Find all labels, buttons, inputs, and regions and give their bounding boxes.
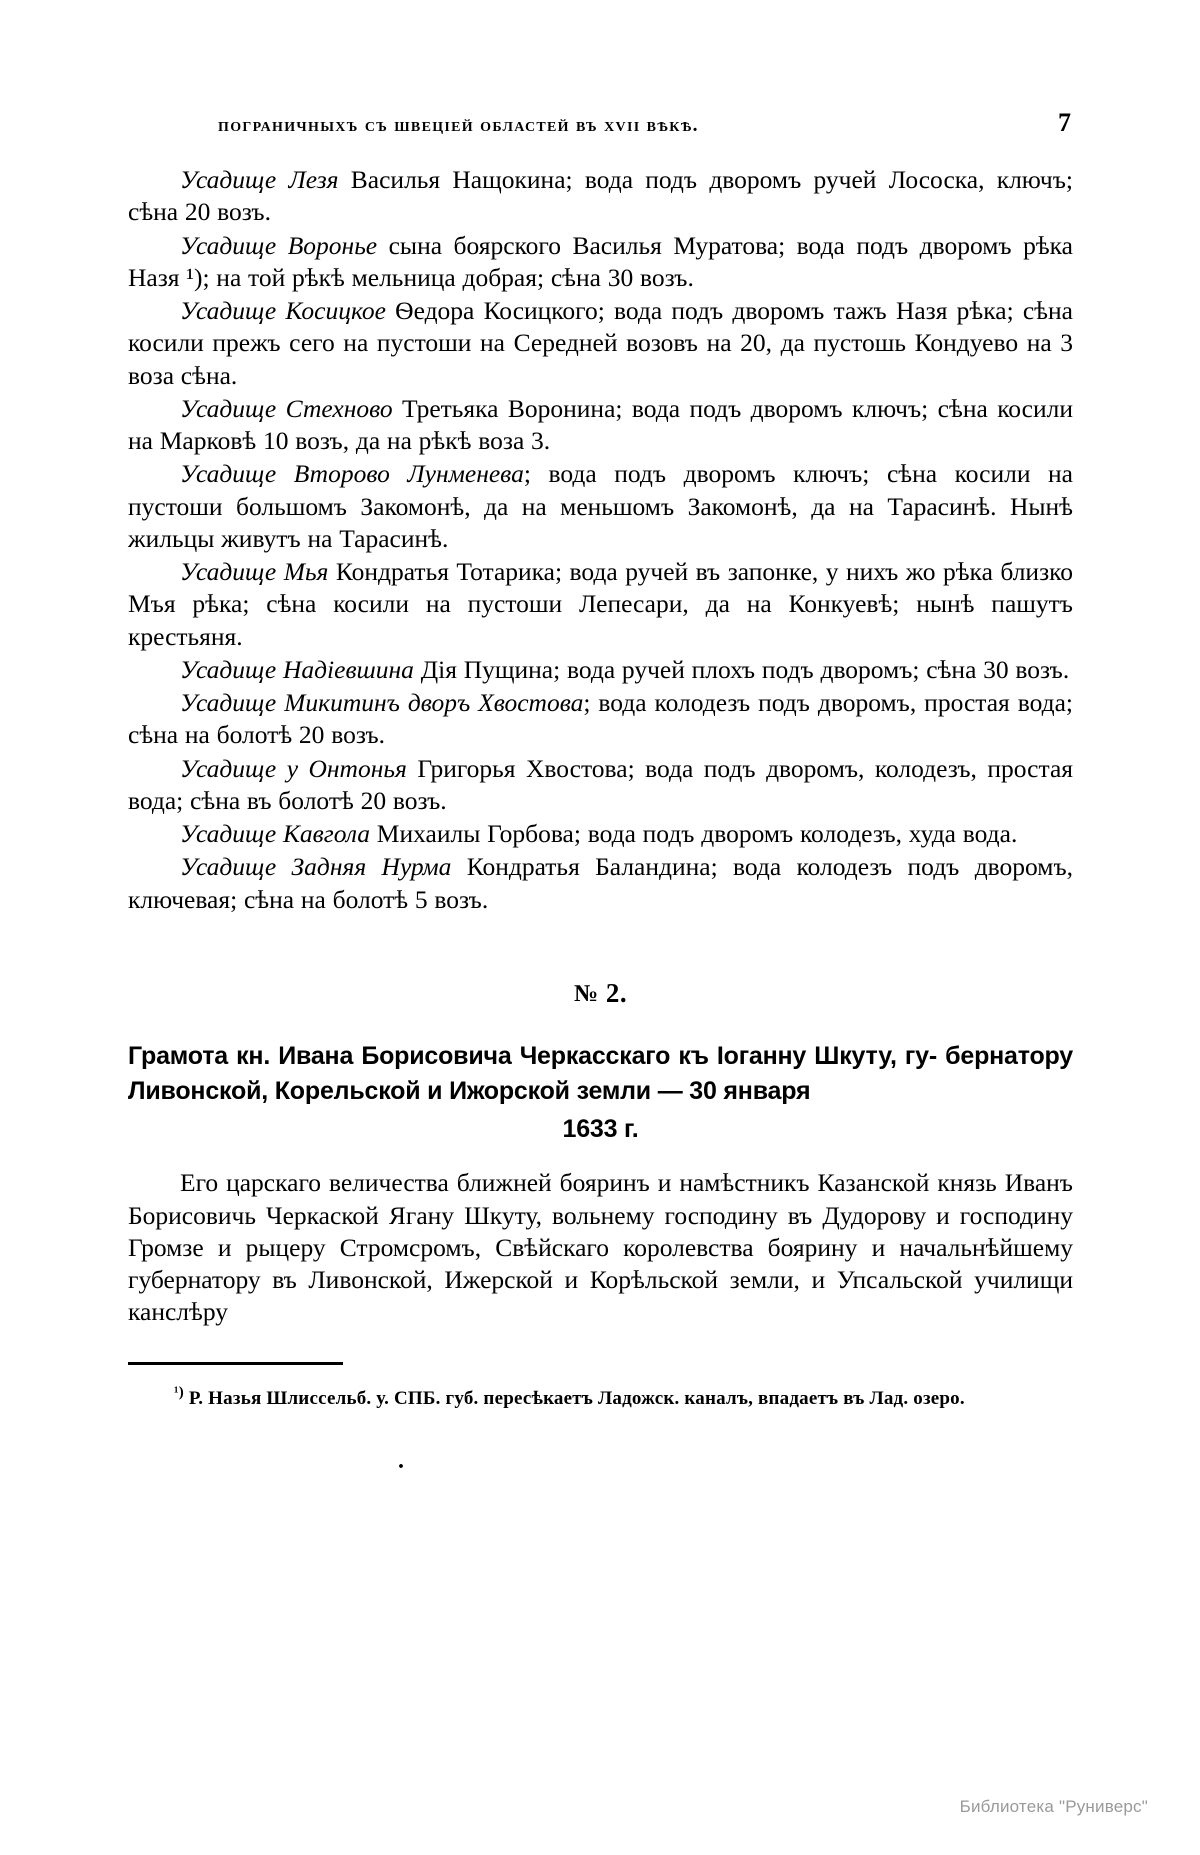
document-heading-line-2: бернатору Ливонской, Корельской и Ижорской земли — 30 января <box>128 1041 1073 1106</box>
document-heading <box>128 1039 1073 1148</box>
entry-name: Усадище Косицкое <box>180 296 386 325</box>
entry-name: Усадище у Онтонья <box>180 753 407 783</box>
footnote-text: Р. Назья Шлиссельб. у. СПБ. губ. пересѣкаетъ Ладожск. каналъ, впадаетъ въ Лад. озеро. <box>183 1388 965 1409</box>
footnote-marker: ¹) <box>174 1384 184 1401</box>
paragraph <box>128 164 1073 229</box>
paragraph <box>128 654 1073 686</box>
section-number <box>128 978 1073 1009</box>
section-number-value: 2. <box>605 977 628 1008</box>
paragraph <box>128 753 1073 818</box>
entry-name: Усадище Стехново <box>180 393 393 423</box>
footnote-separator <box>128 1362 343 1365</box>
document-body-paragraph: Его царскаго величества ближней бояринъ и намѣстникъ Казанской князь Иванъ Борисовичь Черкаской Ягану Шкуту, вольнему господину въ Дудорову и господину Громзе и рыцеру Стромсромъ, Свѣйскаго королевства боярину и начальнѣйшему губернатору въ Ливонской, Ижерской и Корѣльской земли, и Упсальской училищи канслѣру <box>128 1168 1073 1327</box>
entry-text: ; вода колодезъ подъ дворомъ, простая вода; сѣна на болотѣ 20 возъ. <box>128 688 1073 750</box>
document-heading-line-1: Грамота кн. Ивана Борисовича Черкасскаго къ Iоганну Шкуту, гу- <box>128 1041 937 1070</box>
entry-text: Михаилы Горбова; вода подъ дворомъ колодезъ, худа вода. <box>370 819 1018 848</box>
entry-name: Усадище Воронье <box>180 230 378 260</box>
footnote <box>128 1386 1073 1412</box>
paragraph <box>128 393 1073 458</box>
paragraph <box>128 851 1073 916</box>
entry-text: Кондратья Баландина; вода колодезъ подъ дворомъ, ключевая; сѣна на болотѣ 5 возъ. <box>128 852 1073 914</box>
entry-text: Дiя Пущина; вода ручей плохъ подъ дворомъ; сѣна 30 возъ. <box>413 654 1070 684</box>
running-head-title: пограничныхъ съ швецiей областей въ xvii вѣкѣ. <box>218 115 699 136</box>
entry-text: Григорья Хвостова; вода подъ дворомъ, колодезъ, простая вода; сѣна въ болотѣ 20 возъ. <box>128 753 1073 815</box>
paragraph <box>128 458 1073 555</box>
entry-text: ; вода подъ дворомъ ключъ; сѣна косили на пустоши большомъ Закомонѣ, да на меньшомъ Закомонѣ, да на Тарасинѣ. Нынѣ жильцы живутъ на Тарасинѣ. <box>128 459 1073 553</box>
entry-name: Усадище Второво Лунменева <box>180 459 524 489</box>
numero-sign: № <box>573 980 599 1007</box>
entry-text: Кондратья Тотарика; вода ручей въ запонке, у нихъ жо рѣка близко Мъя рѣка; сѣна косили на пустоши Лепесари, да на Конкуевѣ; нынѣ пашутъ крестьяня. <box>128 557 1073 651</box>
paragraph <box>128 295 1073 392</box>
paragraph <box>128 230 1073 295</box>
document-heading-line-3: 1633 г. <box>562 1114 639 1143</box>
running-head <box>128 108 1073 138</box>
entry-text: Третьяка Воронина; вода подъ дворомъ ключъ; сѣна косили на Марковѣ 10 возъ, да на рѣкѣ воза 3. <box>128 393 1074 455</box>
entry-name: Усадище Задняя Нурма <box>180 852 452 882</box>
entry-name: Усадище Надiевшина <box>180 654 414 684</box>
library-watermark: Библиотека "Руниверс" <box>959 1797 1148 1816</box>
entry-name: Усадище Кавгола <box>180 819 370 848</box>
paragraph <box>128 818 1073 850</box>
entry-name: Усадище Лезя <box>180 165 339 194</box>
entry-name: Усадище Мья <box>180 557 329 586</box>
entry-text: Ѳедора Косицкого; вода подъ дворомъ тажъ Назя рѣка; сѣна косили прежъ сего на пустоши на Середней возовъ на 20, да пустошь Кондуево на 3 воза сѣна. <box>128 296 1073 390</box>
paragraph <box>128 556 1073 653</box>
paragraph <box>128 687 1073 752</box>
page-content <box>128 108 1073 1330</box>
stray-mark: . <box>398 1448 404 1474</box>
entry-text: сына боярского Василья Муратова; вода подъ дворомъ рѣка Назя ¹); на той рѣкѣ мельница добрая; сѣна 30 возъ. <box>128 230 1073 292</box>
page-number: 7 <box>1058 108 1071 137</box>
entry-text: Василья Нащокина; вода подъ дворомъ ручей Лососка, ключъ; сѣна 20 возъ. <box>128 165 1073 227</box>
entry-name: Усадище Микитинъ дворъ Хвостова <box>180 688 584 717</box>
